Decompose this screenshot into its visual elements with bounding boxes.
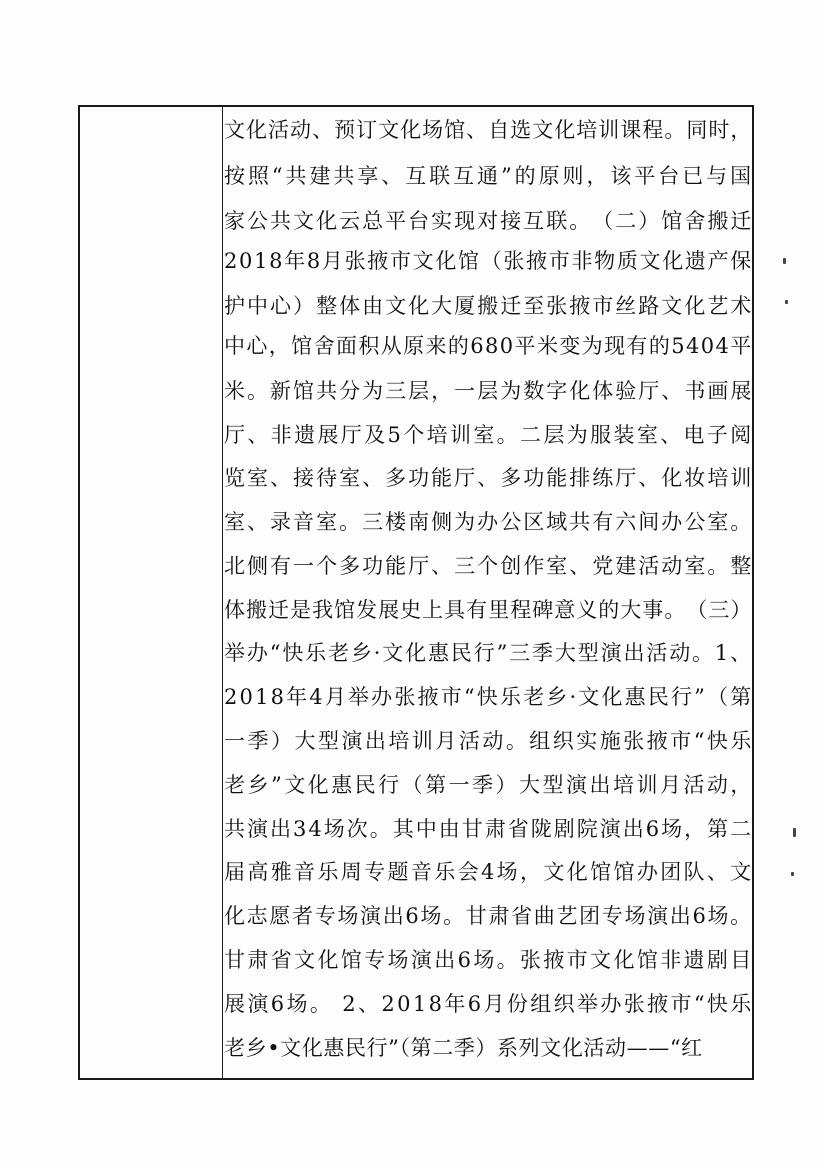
text-line: 一 季 ） 大 型 演 出 培 训 月 活 动 。 组 织 实 施 张 掖 市 “ 快 乐 [224,729,752,753]
text-line: 览 室 、 接 待 室 、 多 功 能 厅 、 多 功 能 排 练 厅 、 化 妆 培 训 [224,466,752,490]
text-line: 老 乡 ” 文 化 惠 民 行 （ 第 一 季 ） 大 型 演 出 培 训 月 活 动 ， [224,773,752,797]
text-line: 米 。 新 馆 共 分 为 三 层 ， 一 层 为 数 字 化 体 验 厅 、 书 画 展 [224,379,752,403]
scan-speck [793,828,796,837]
text-line: 2 0 1 8 年 4 月 举 办 张 掖 市 “ 快 乐 老 乡 · 文 化 惠 民 行 ” （ 第 [224,685,752,709]
label-cell [80,107,222,1078]
text-line: 共 演 出 3 4 场 次 。 其 中 由 甘 肃 省 陇 剧 院 演 出 6 场 ， 第 二 [224,817,752,841]
text-line: 按 照 “ 共 建 共 享 、 互 联 互 通 ” 的 原 则 ， 该 平 台 已 与 国 [224,164,752,188]
text-line: 室 、 录 音 室 。 三 楼 南 侧 为 办 公 区 域 共 有 六 间 办 公 室 。 [224,510,752,534]
text-line: 厅 、 非 遗 展 厅 及 5 个 培 训 室 。 二 层 为 服 装 室 、 电 子 阅 [224,423,752,447]
scan-speck [783,258,786,264]
text-line: 展 演 6 场 。 2 、 2 0 1 8 年 6 月 份 组 织 举 办 张 掖 市 “ 快 乐 [224,992,752,1016]
report-table [78,105,754,1080]
text-line: 2 0 1 8 年 8 月 张 掖 市 文 化 馆 （ 张 掖 市 非 物 质 文 化 遗 产 保 [224,249,752,273]
text-line: 举 办 “ 快 乐 老 乡 · 文 化 惠 民 行 ” 三 季 大 型 演 出 活 动 。 1 、 [224,641,752,665]
text-line: 甘 肃 省 文 化 馆 专 场 演 出 6 场 。 张 掖 市 文 化 馆 非 遗 剧 目 [224,948,752,972]
content-cell [224,107,752,1078]
text-line: 家 公 共 文 化 云 总 平 台 实 现 对 接 互 联 。 （ 二 ） 馆 舍 搬 迁 [224,209,752,233]
text-line: 化 志 愿 者 专 场 演 出 6 场 。 甘 肃 省 曲 艺 团 专 场 演 出 6 场 。 [224,904,752,928]
scan-speck [785,300,788,304]
text-line: 文 化 活 动 、 预 订 文 化 场 馆 、 自 选 文 化 培 训 课 程 。 同 时 ， [224,118,752,142]
text-line: 护 中 心 ） 整 体 由 文 化 大 厦 搬 迁 至 张 掖 市 丝 路 文 化 艺 术 [224,294,752,318]
text-line: 北 侧 有 一 个 多 功 能 厅 、 三 个 创 作 室 、 党 建 活 动 室 。 整 [224,554,752,578]
text-line: 中 心 ， 馆 舍 面 积 从 原 来 的 6 8 0 平 米 变 为 现 有 的 5 4 0 4 平 [224,334,752,358]
scan-speck [791,872,794,876]
text-line: 老乡•文化惠民行”（第二季）系列文化活动——“红 [224,1036,703,1060]
text-line: 届 高 雅 音 乐 周 专 题 音 乐 会 4 场 ， 文 化 馆 馆 办 团 队 、 文 [224,860,752,884]
column-divider [222,107,223,1078]
text-line: 体 搬 迁 是 我 馆 发 展 史 上 具 有 里 程 碑 意 义 的 大 事 。 （ 三 ） [224,598,752,622]
